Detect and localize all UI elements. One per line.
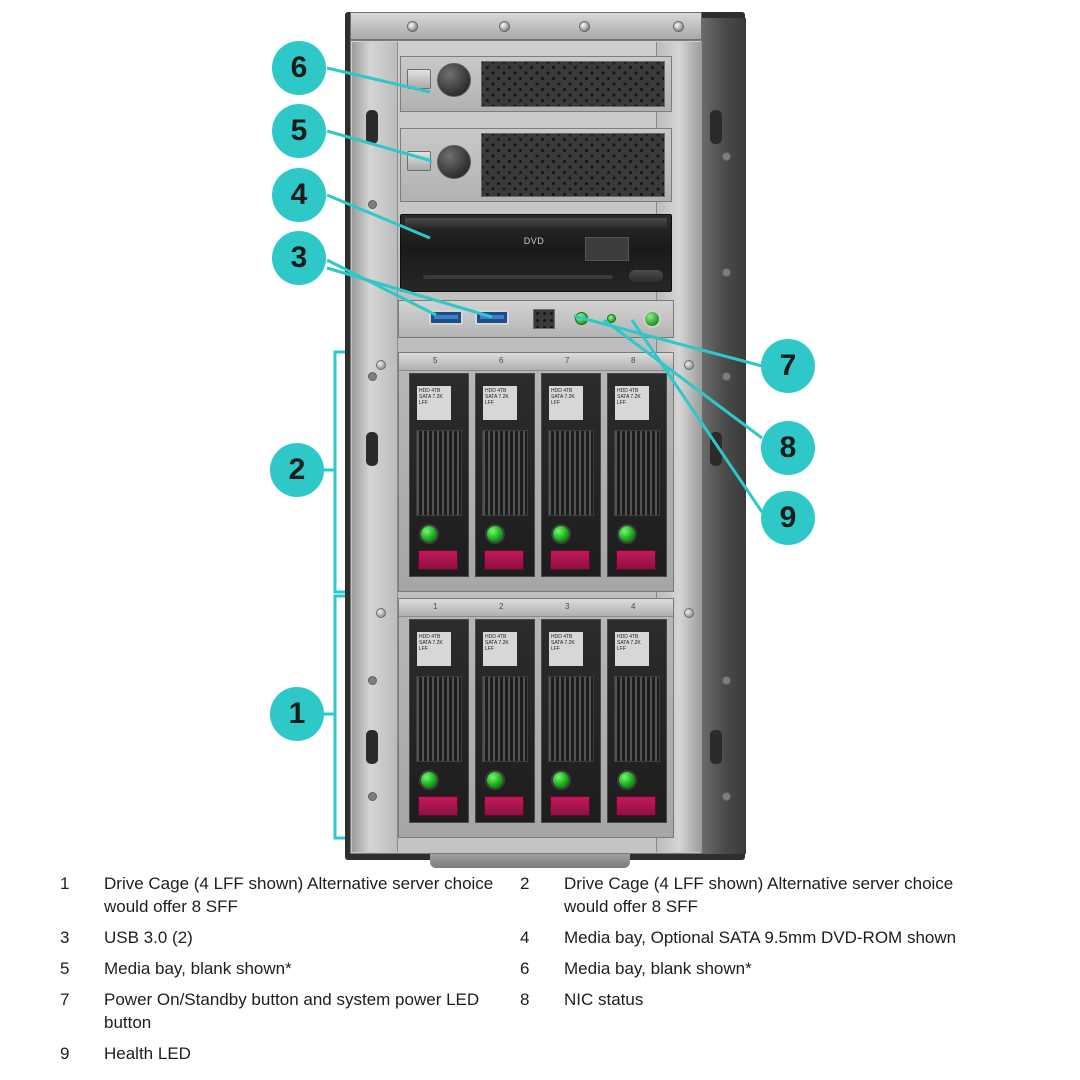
legend-label: Media bay, blank shown* — [564, 959, 752, 978]
rail-hole — [368, 372, 377, 381]
drive-cage-lower — [398, 598, 674, 838]
legend-label: NIC status — [564, 990, 644, 1009]
drive-carrier[interactable] — [541, 373, 601, 577]
legend-item — [520, 957, 980, 980]
chassis-side-panel — [700, 18, 746, 854]
drive-release-handle[interactable] — [550, 796, 590, 816]
legend-item — [520, 872, 980, 918]
dvd-top-lip — [405, 218, 667, 228]
legend-number: 3 — [60, 928, 70, 947]
chassis-screw — [684, 360, 694, 370]
rail-hole — [722, 152, 731, 161]
legend-label: Media bay, blank shown* — [104, 959, 292, 978]
callout-5[interactable]: 5 — [272, 104, 326, 158]
rail-slot — [710, 432, 722, 466]
legend-number: 4 — [520, 928, 530, 947]
dvd-logo: DVD — [523, 236, 545, 246]
dvd-badge — [585, 237, 629, 261]
legend-item — [60, 957, 520, 980]
legend-item — [60, 988, 520, 1034]
io-vent-grid — [533, 309, 555, 329]
bay-vent-mesh — [481, 133, 665, 197]
legend-number: 9 — [60, 1044, 70, 1063]
drive-label: HDD 4TB SATA 7.2K LFF — [549, 386, 583, 420]
legend-item — [520, 926, 980, 949]
drive-activity-led — [485, 524, 505, 544]
rail-hole — [368, 200, 377, 209]
legend-label: Power On/Standby button and system power LED button — [104, 990, 480, 1032]
drive-vents — [482, 676, 528, 762]
legend-item — [60, 872, 520, 918]
drive-activity-led — [551, 524, 571, 544]
drive-vents — [416, 430, 462, 516]
drive-label: HDD 4TB SATA 7.2K LFF — [615, 386, 649, 420]
front-io-panel — [398, 300, 674, 338]
drive-bay-number: 3 — [565, 602, 570, 611]
media-bay-blank-lower — [400, 128, 672, 202]
drive-activity-led — [419, 770, 439, 790]
callout-6[interactable]: 6 — [272, 41, 326, 95]
top-screw — [499, 21, 510, 32]
drive-carrier[interactable] — [607, 373, 667, 577]
legend-number: 5 — [60, 959, 70, 978]
callout-1[interactable]: 1 — [270, 687, 324, 741]
legend-label: Drive Cage (4 LFF shown) Alternative server choice would offer 8 SFF — [104, 874, 494, 916]
drive-release-handle[interactable] — [418, 550, 458, 570]
legend-item — [520, 988, 980, 1011]
legend-label: Drive Cage (4 LFF shown) Alternative server choice would offer 8 SFF — [564, 874, 954, 916]
top-screw — [407, 21, 418, 32]
callout-2[interactable]: 2 — [270, 443, 324, 497]
callout-9[interactable]: 9 — [761, 491, 815, 545]
bay-knob — [437, 145, 471, 179]
legend-number: 2 — [520, 874, 530, 893]
drive-activity-led — [485, 770, 505, 790]
drive-activity-led — [551, 770, 571, 790]
rail-hole — [722, 268, 731, 277]
chassis-top-panel — [350, 12, 702, 40]
rail-slot — [710, 110, 722, 144]
rail-slot — [366, 110, 378, 144]
drive-vents — [614, 676, 660, 762]
drive-cage-header — [399, 599, 673, 617]
drive-carrier[interactable] — [607, 619, 667, 823]
legend-column-right — [520, 872, 980, 1019]
top-screw — [673, 21, 684, 32]
media-bay-blank-upper — [400, 56, 672, 112]
drive-release-handle[interactable] — [484, 550, 524, 570]
health-led — [575, 312, 588, 325]
drive-vents — [482, 430, 528, 516]
nic-status-led — [607, 314, 616, 323]
drive-activity-led — [419, 524, 439, 544]
legend-number: 6 — [520, 959, 530, 978]
dvd-eject-button[interactable] — [629, 270, 663, 282]
legend-column-left — [60, 872, 520, 1073]
bay-vent-mesh — [481, 61, 665, 107]
drive-cage-upper — [398, 352, 674, 592]
drive-carrier[interactable] — [475, 373, 535, 577]
chassis-screw — [376, 608, 386, 618]
drive-cage-header — [399, 353, 673, 371]
usb-port-2[interactable] — [475, 310, 509, 325]
drive-vents — [548, 676, 594, 762]
drive-label: HDD 4TB SATA 7.2K LFF — [549, 632, 583, 666]
top-screw — [579, 21, 590, 32]
drive-carrier[interactable] — [541, 619, 601, 823]
drive-label: HDD 4TB SATA 7.2K LFF — [483, 632, 517, 666]
legend-item — [60, 926, 520, 949]
rail-hole — [722, 792, 731, 801]
legend-label: USB 3.0 (2) — [104, 928, 193, 947]
legend-label: Health LED — [104, 1044, 191, 1063]
chassis-screw — [376, 360, 386, 370]
legend-item — [60, 1042, 520, 1065]
callout-8[interactable]: 8 — [761, 421, 815, 475]
drive-release-handle[interactable] — [484, 796, 524, 816]
drive-vents — [416, 676, 462, 762]
drive-release-handle[interactable] — [418, 796, 458, 816]
rail-slot — [710, 730, 722, 764]
rail-slot — [366, 432, 378, 466]
callout-7[interactable]: 7 — [761, 339, 815, 393]
drive-activity-led — [617, 524, 637, 544]
drive-bay-number: 1 — [433, 602, 438, 611]
callout-4[interactable]: 4 — [272, 168, 326, 222]
drive-carrier[interactable] — [409, 619, 469, 823]
rail-hole — [368, 676, 377, 685]
drive-bay-number: 7 — [565, 356, 570, 365]
rail-slot — [366, 730, 378, 764]
drive-carrier[interactable] — [475, 619, 535, 823]
bay-knob — [437, 63, 471, 97]
drive-vents — [614, 430, 660, 516]
drive-label: HDD 4TB SATA 7.2K LFF — [417, 632, 451, 666]
dvd-tray-slot — [423, 275, 613, 279]
chassis-screw — [684, 608, 694, 618]
legend — [0, 872, 1080, 1072]
drive-label: HDD 4TB SATA 7.2K LFF — [417, 386, 451, 420]
bay-tab — [407, 151, 431, 171]
chassis-base-foot — [430, 854, 630, 868]
drive-bay-number: 6 — [499, 356, 504, 365]
callout-3[interactable]: 3 — [272, 231, 326, 285]
drive-release-handle[interactable] — [616, 796, 656, 816]
drive-label: HDD 4TB SATA 7.2K LFF — [483, 386, 517, 420]
legend-number: 8 — [520, 990, 530, 1009]
rail-hole — [722, 676, 731, 685]
rail-hole — [368, 792, 377, 801]
drive-bay-number: 2 — [499, 602, 504, 611]
drive-bay-number: 8 — [631, 356, 636, 365]
legend-label: Media bay, Optional SATA 9.5mm DVD-ROM shown — [564, 928, 957, 947]
legend-number: 1 — [60, 874, 70, 893]
drive-label: HDD 4TB SATA 7.2K LFF — [615, 632, 649, 666]
power-on-standby-button[interactable] — [643, 310, 661, 328]
drive-activity-led — [617, 770, 637, 790]
rail-hole — [722, 372, 731, 381]
drive-carrier[interactable] — [409, 373, 469, 577]
drive-release-handle[interactable] — [616, 550, 656, 570]
drive-bay-number: 5 — [433, 356, 438, 365]
legend-number: 7 — [60, 990, 70, 1009]
drive-release-handle[interactable] — [550, 550, 590, 570]
drive-vents — [548, 430, 594, 516]
drive-bay-number: 4 — [631, 602, 636, 611]
bay-tab — [407, 69, 431, 89]
usb-port-1[interactable] — [429, 310, 463, 325]
dvd-rom-drive — [400, 214, 672, 292]
